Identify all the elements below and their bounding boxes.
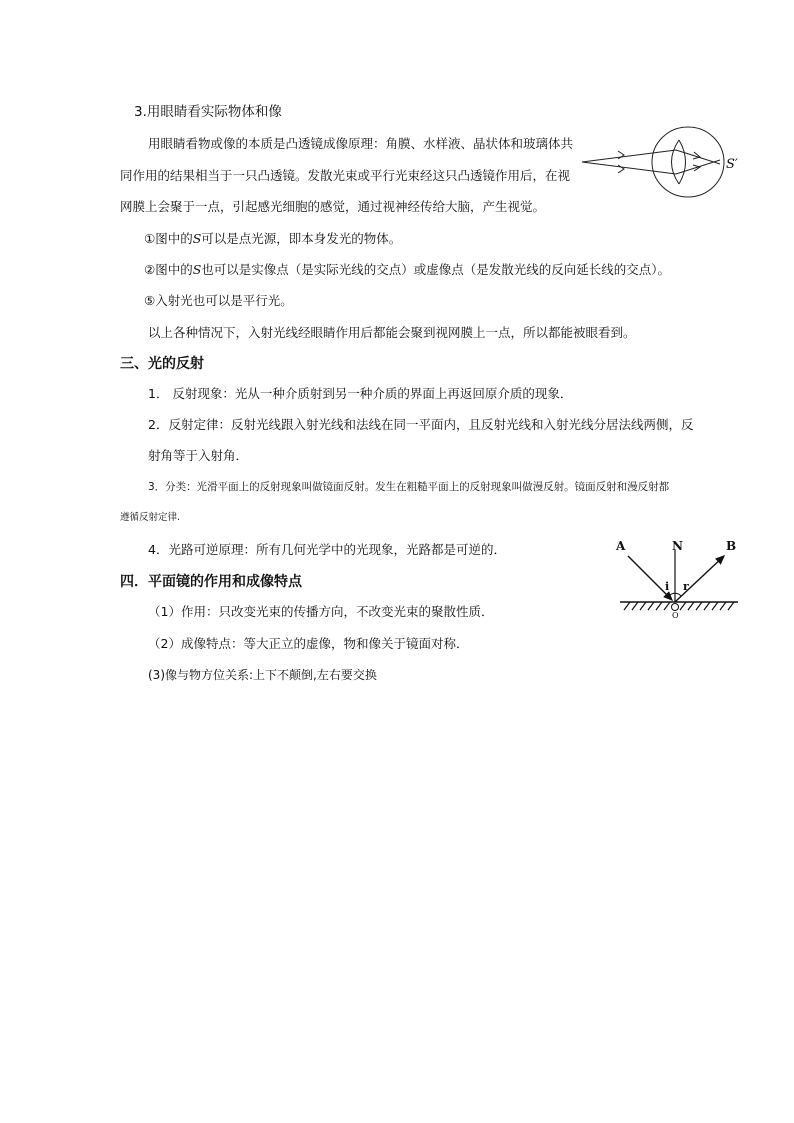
ray-upper-in xyxy=(582,150,676,162)
paragraph-line: 同作用的结果相当于一只凸透镜。发散光束或平行光束经这只凸透镜作用后，在视 xyxy=(120,168,571,183)
list-item-parallel-light: ⑤入射光也可以是平行光。 xyxy=(144,293,293,308)
item-text: 也可以是实像点（是实际光线的交点）或虚像点（是发散光线的反向延长线的交点）。 xyxy=(201,262,671,277)
label-a: A xyxy=(616,539,626,553)
eye-diagram xyxy=(580,126,750,204)
label-i: i xyxy=(665,580,670,593)
lens-back xyxy=(679,140,686,184)
list-item-reflection-phenomenon: 1． 反射现象：光从一种介质射到另一种介质的界面上再返回原介质的现象． xyxy=(148,386,573,401)
eye-label-s-prime: S′ xyxy=(726,157,738,172)
incident-ray xyxy=(628,556,672,600)
item-text: 可以是点光源，即本身发光的物体。 xyxy=(201,231,402,246)
list-item-image-point xyxy=(144,262,670,278)
list-item-reflection-law: 2．反射定律：反射光线跟入射光线和法线在同一平面内，且反射光线和入射光线分居法线两侧，反 xyxy=(148,417,694,432)
lens-front xyxy=(672,140,680,184)
symbol-s: S xyxy=(192,262,202,277)
label-r: r xyxy=(683,580,689,593)
ray-lower-out xyxy=(676,160,720,174)
section-heading-plane-mirror: 四．平面镜的作用和成像特点 xyxy=(120,574,302,590)
mirror-hatching xyxy=(624,602,734,610)
item-text: ②图中的 xyxy=(144,262,193,277)
reflected-ray xyxy=(675,556,724,602)
list-item-reflection-types: 3．分类：光滑平面上的反射现象叫做镜面反射。发生在粗糙平面上的反射现象叫做漫反射。镜面反射和漫反射都 xyxy=(148,481,670,493)
item-text: ①图中的 xyxy=(144,231,193,246)
ray-lower-in xyxy=(582,162,676,174)
list-item-point-source xyxy=(144,231,401,247)
section-heading-reflection: 三、光的反射 xyxy=(120,356,204,372)
arrow-icon xyxy=(618,165,624,173)
list-item-reflection-types-cont: 遵循反射定律. xyxy=(120,512,181,523)
label-n: N xyxy=(672,539,683,553)
reflection-diagram xyxy=(606,536,746,620)
paragraph-summary: 以上各种情况下，入射光线经眼睛作用后都能会聚到视网膜上一点，所以都能被眼看到。 xyxy=(148,325,636,340)
symbol-s: S xyxy=(192,231,202,246)
list-item-reversibility: 4．光路可逆原理：所有几何光学中的光现象，光路都是可逆的． xyxy=(148,542,506,557)
paragraph-line: 网膜上会聚于一点，引起感光细胞的感觉，通过视神经传给大脑，产生视觉。 xyxy=(120,199,546,214)
list-item-mirror-function: （1）作用：只改变光束的传播方向，不改变光束的聚散性质． xyxy=(148,604,494,619)
list-item-mirror-orientation: (3)像与物方位关系:上下不颠倒,左右要交换 xyxy=(148,668,377,682)
label-o: O xyxy=(672,611,679,620)
label-b: B xyxy=(726,539,737,553)
paragraph-line: 用眼睛看物或像的本质是凸透镜成像原理：角膜、水样液、晶状体和玻璃体共 xyxy=(148,136,574,151)
incidence-point xyxy=(672,604,679,611)
list-item-reflection-law-cont: 射角等于入射角． xyxy=(148,448,249,463)
arrow-icon xyxy=(618,151,624,159)
section-heading-eye: 3.用眼睛看实际物体和像 xyxy=(134,104,282,120)
list-item-mirror-image: （2）成像特点：等大正立的虚像，物和像关于镜面对称． xyxy=(148,636,469,651)
